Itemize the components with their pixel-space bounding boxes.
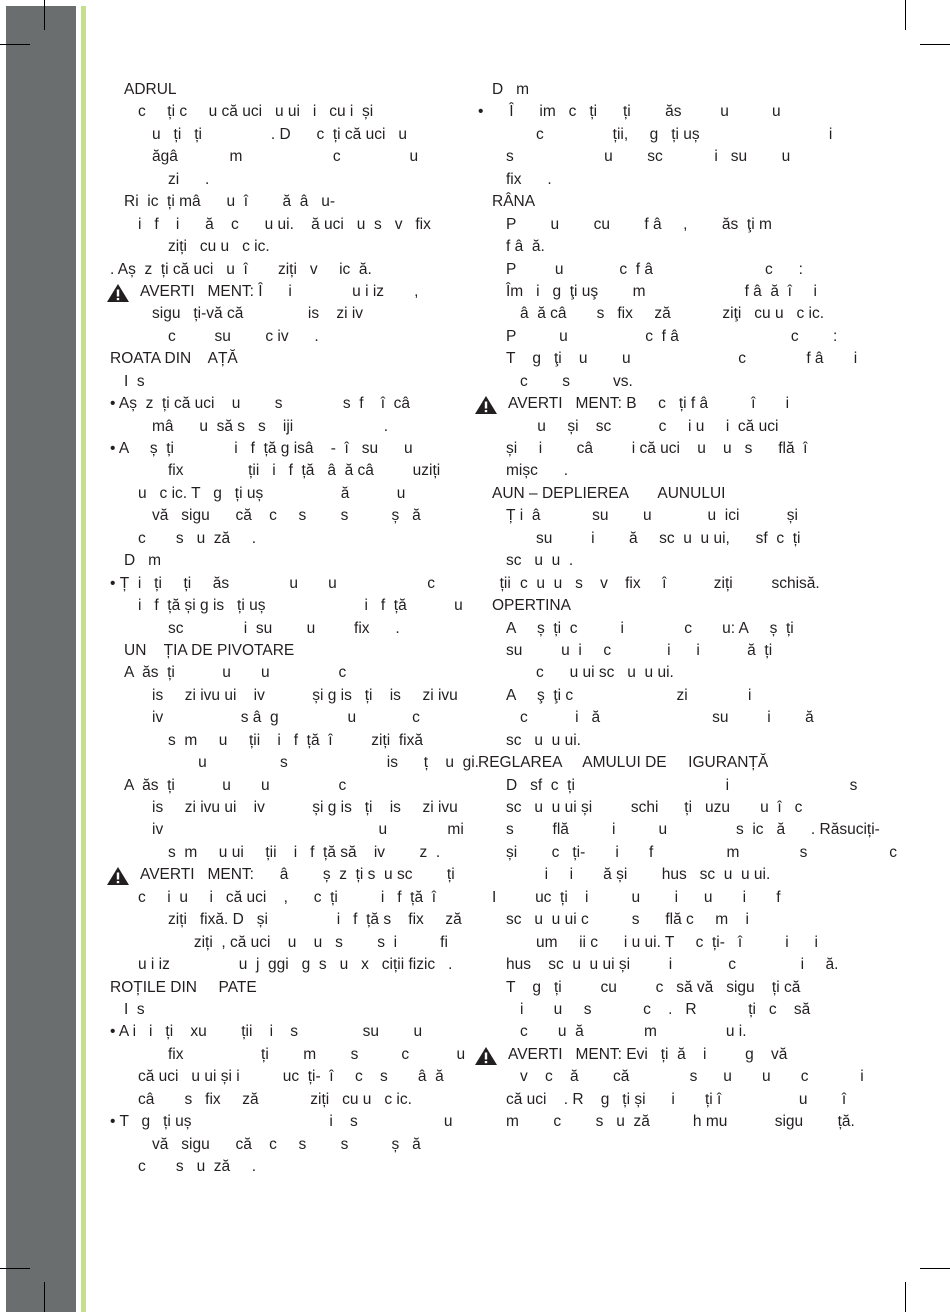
text-line: vă sigu că c s s ș ă: [152, 1135, 421, 1153]
text-line: A ș ți c i c u: A ș ți: [506, 619, 794, 637]
text-line: P u c f â c :: [506, 327, 838, 345]
text-line: OPERTINA: [492, 597, 571, 615]
text-line: c su c iv .: [168, 327, 319, 345]
crop-mark: [920, 44, 950, 45]
text-line: și i câ i că uci u u s flă î: [506, 440, 808, 457]
crop-mark: [905, 1282, 906, 1312]
text-line: UN ȚIA DE PIVOTARE: [124, 641, 295, 659]
text-line: • Î im c ți ți ăs u u: [478, 103, 781, 121]
text-line: D m: [492, 81, 530, 98]
text-line: ăgâ m c u: [152, 148, 419, 166]
text-line: P u cu f â , ăs ţi m: [506, 215, 772, 233]
text-line: RÂNA: [492, 193, 536, 211]
crop-mark: [0, 1268, 30, 1269]
text-line: u și sc c i u i că uci: [520, 417, 779, 435]
text-line: Ri ic ți mâ u î ă â u-: [124, 193, 336, 211]
text-line: c u ui sc u u ui.: [536, 664, 674, 682]
text-line: ROATA DIN AȚĂ: [110, 350, 238, 368]
text-line: f â ă.: [506, 238, 545, 256]
text-line: â ă câ s fix ză ziţi cu u c ic.: [520, 305, 825, 323]
text-line: i u s c . R ți c să: [520, 1000, 811, 1018]
text-line: AUN – DEPLIEREA AUNULUI: [492, 484, 726, 502]
text-line: că uci . R g ți și i ți î u î: [506, 1090, 847, 1108]
text-line: su u i c i i ă ți: [506, 641, 773, 659]
warning-text: AVERTI MENT: Î i u i iz ,: [140, 282, 419, 300]
text-line: i f i ă c u ui. ă uci u s v fix: [138, 215, 431, 233]
text-line: su i ă sc u u ui, sf c ți: [536, 529, 801, 547]
warning-icon: [474, 395, 498, 415]
right-column: [478, 79, 897, 1134]
text-line: • T g ți uș i s u: [110, 1113, 453, 1131]
crop-mark: [44, 0, 45, 30]
text-line: sc u u ui c s flă c m i: [506, 911, 749, 929]
text-line: D sf c ți i s: [506, 776, 858, 794]
text-line: c s u ză .: [138, 529, 257, 547]
text-line: T g ţi u u c f â i: [506, 350, 858, 368]
text-line: um ii c i u ui. T c ți- î i i: [536, 933, 818, 951]
text-line: c s u ză .: [138, 1158, 257, 1175]
text-line: . Aș z ți că uci u î ziți v ic ă.: [110, 260, 372, 278]
text-line: REGLAREA AMULUI DE IGURANȚĂ: [478, 754, 769, 772]
text-line: • A i i ți xu ții i s su u: [110, 1023, 423, 1041]
warning-icon: [474, 1046, 498, 1066]
warning-icon: [106, 283, 130, 303]
text-line: i i ă și hus sc u u ui.: [536, 866, 771, 884]
text-line: s flă i u s ic ă . Răsuciți-: [506, 821, 880, 839]
text-line: fix ții i f ță â ă câ uziți: [168, 462, 441, 480]
text-line: T g ți cu c să vă sigu ți că: [506, 978, 801, 996]
text-line: I uc ți i u i u i f: [492, 888, 781, 906]
warning-icon: [106, 866, 130, 886]
text-line: sc u u ui.: [506, 731, 581, 749]
text-line: câ s fix ză ziți cu u c ic.: [138, 1090, 412, 1108]
text-line: Îm i g ţi uş m f â ă î i: [506, 282, 817, 300]
text-line: iv u mi: [152, 821, 464, 839]
text-line: c u ă m u i.: [520, 1023, 747, 1041]
text-line: c i ă su i ă: [520, 709, 814, 727]
text-line: A ş ţi c zi i: [506, 686, 752, 704]
text-line: și c ți- i f m s c: [506, 843, 897, 861]
warning-line: [110, 281, 470, 303]
text-line: A ăs ți u u c: [124, 776, 347, 794]
text-line: u c ic. T g ți uș ă u: [138, 484, 406, 502]
warning-text: AVERTI MENT: B c ți f â î i: [508, 395, 790, 413]
text-line: • Aș z ți că uci u s s f î câ: [110, 395, 411, 413]
warning-text: AVERTI MENT: Evi ți ă i g vă: [508, 1045, 788, 1063]
text-line: c u u s v fix î ziți schisă.: [520, 574, 820, 592]
text-line: ziți cu u c ic.: [168, 238, 270, 256]
text-line: A ăs ți u u c: [124, 664, 347, 682]
text-line: fix .: [506, 170, 552, 188]
text-line: c s vs.: [520, 372, 633, 390]
warning-line: [478, 393, 838, 415]
text-line: • A ș ți i f ță g isâ - î su u: [110, 440, 413, 457]
crop-mark: [920, 1268, 950, 1269]
text-line: P u c f â c :: [506, 260, 803, 278]
warning-line: [478, 1044, 838, 1066]
text-line: ziți fixă. D și i f ță s fix ză: [168, 911, 462, 929]
warning-line: [110, 864, 470, 886]
text-line: i f ță și g is ți uș i f ță u: [138, 597, 463, 615]
warning-text: AVERTI MENT: â ș z ți s u sc ți: [140, 866, 455, 884]
text-line: ziți , că uci u u s s i fi: [168, 933, 448, 951]
text-line: u s is ț u gi.: [168, 754, 479, 772]
text-line: s u sc i su u: [506, 148, 791, 166]
text-line: • Ț i ți ți ăs u u c ții: [110, 574, 511, 592]
text-line: s m u ții i f ță î ziți fixă: [168, 731, 423, 749]
text-line: ADRUL: [124, 81, 177, 98]
text-line: sc i su u fix .: [168, 619, 400, 637]
text-line: sigu ți-vă că is zi iv: [152, 305, 364, 323]
text-line: m c s u ză h mu sigu ță.: [506, 1113, 855, 1131]
crop-mark: [0, 44, 30, 45]
crop-mark: [905, 0, 906, 30]
text-line: D m: [124, 552, 162, 570]
left-column: [110, 79, 511, 1178]
text-line: I s: [124, 372, 145, 390]
text-line: hus sc u u ui și i c i ă.: [506, 956, 839, 974]
text-line: s m u ui ții i f ță să iv z .: [168, 843, 441, 861]
text-line: c ții, g ți uș i: [536, 125, 833, 143]
page-edge-band-dark: [6, 6, 76, 1312]
text-line: sc u u .: [506, 552, 574, 570]
text-line: is zi ivu ui iv și g is ți is zi ivu: [152, 799, 458, 816]
text-line: iv s â g u c: [152, 709, 420, 727]
text-line: I s: [124, 1000, 145, 1018]
text-line: mișc .: [506, 462, 568, 480]
text-line: c ți c u că uci u ui i cu i și: [138, 103, 374, 121]
text-line: vă sigu că c s s ș ă: [152, 507, 421, 525]
text-line: is zi ivu ui iv și g is ți is zi ivu: [152, 686, 458, 704]
text-line: ROȚILE DIN PATE: [110, 978, 257, 996]
crop-mark: [44, 1282, 45, 1312]
text-line: sc u u ui și schi ți uzu u î c: [506, 799, 803, 816]
text-line: mâ u să s s iji .: [152, 417, 388, 435]
page-edge-band-green: [81, 6, 86, 1312]
text-line: u ți ți . D c ți că uci u: [152, 125, 407, 143]
text-line: zi .: [168, 170, 210, 188]
text-line: v c ă că s u u c i: [520, 1068, 864, 1086]
text-line: fix ți m s c u: [168, 1045, 466, 1063]
text-line: u i iz u j ggi g s u x ciții fizic .: [138, 956, 453, 974]
text-line: că uci u ui și i uc ți- î c s â ă: [138, 1068, 444, 1086]
text-line: c i u i că uci , c ți i f ță î: [138, 888, 437, 906]
text-line: Ț i â su u u ici și: [506, 507, 798, 525]
